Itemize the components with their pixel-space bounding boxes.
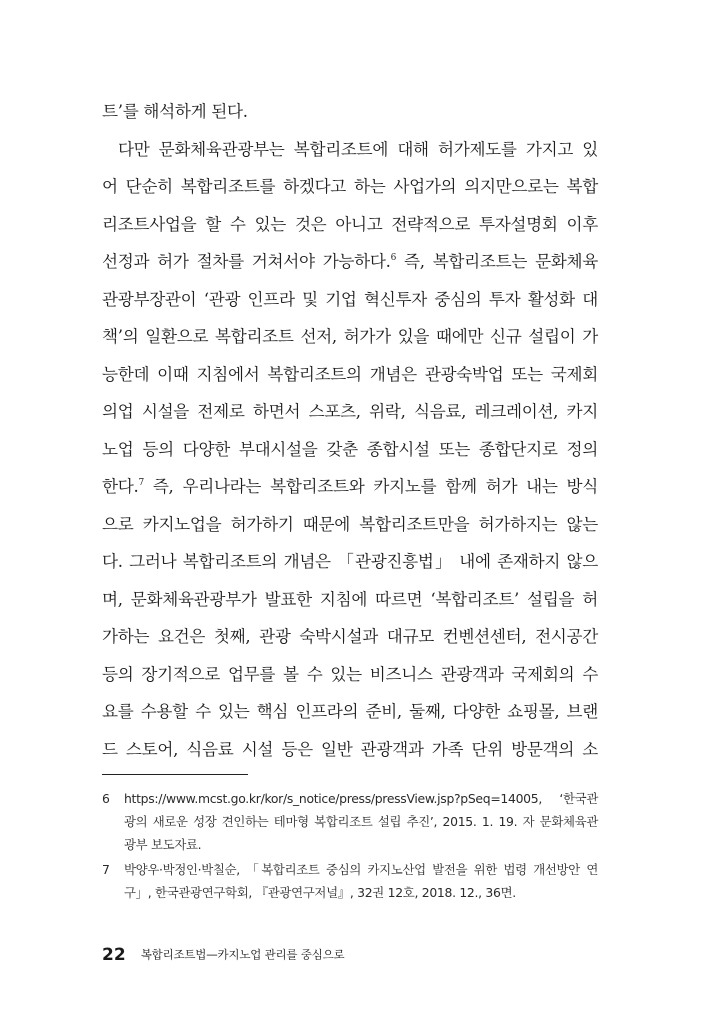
footnote-ref-6[interactable]: 6 xyxy=(390,253,397,263)
body-text-segment: 즉, 우리나라는 복합리조트와 카지노를 함께 허가 내는 방식 xyxy=(143,477,598,496)
footnote-6 xyxy=(102,787,598,856)
footnote-line[interactable]: https://www.mcst.go.kr/kor/s_notice/press/pressView.jsp?pSeq=14005, ‘한국관 xyxy=(124,791,598,806)
footnote-line: 광의 새로운 성장 견인하는 테마형 복합리조트 설립 추진’, 2015. 1. 19. 자 문화체육관 xyxy=(124,814,598,829)
body-line: 어 단순히 복합리조트를 하겠다고 하는 사업가의 의지만으로는 복합 xyxy=(102,177,598,196)
body-line: 의업 시설을 전제로 하면서 스포츠, 위락, 식음료, 레크레이션, 카지 xyxy=(102,402,598,421)
body-line: 관광부장관이 ‘관광 인프라 및 기업 혁신투자 중심의 투자 활성화 대 xyxy=(102,289,598,309)
body-line: 요를 수용할 수 있는 핵심 인프라의 준비, 둘째, 다양한 쇼핑몰, 브랜 xyxy=(102,702,598,721)
body-text-segment: 즉, 복합리조트는 문화체육 xyxy=(396,252,598,271)
footnote-divider xyxy=(102,774,248,775)
footnote-line: 구」, 한국관광연구학회, 『관광연구저널』, 32권 12호, 2018. 12., 36면. xyxy=(124,885,516,900)
body-line xyxy=(102,468,598,506)
running-footer xyxy=(102,944,344,965)
body-line: 다만 문화체육관광부는 복합리조트에 대해 허가제도를 가지고 있 xyxy=(118,139,598,159)
body-text-segment: 선정과 허가 절차를 거쳐서야 가능하다. xyxy=(102,252,391,271)
body-text-segment: 한다. xyxy=(102,477,139,496)
body-line: 능한데 이때 지침에서 복합리조트의 개념은 관광숙박업 또는 국제회 xyxy=(102,364,598,384)
footnote-7 xyxy=(102,858,598,904)
body-line xyxy=(102,243,598,281)
page-number: 22 xyxy=(102,944,126,965)
body-line: 등의 장기적으로 업무를 볼 수 있는 비즈니스 관광객과 국제회의 수 xyxy=(102,664,598,684)
body-line: 으로 카지노업을 허가하기 때문에 복합리조트만을 허가하지는 않는 xyxy=(102,514,598,534)
footnote-line: 박양우·박정인·박칠순, 「복합리조트 중심의 카지노산업 발전을 위한 법령 개선방안 연 xyxy=(124,862,598,877)
footnote-number: 6 xyxy=(102,791,110,806)
body-line: 드 스토어, 식음료 시설 등은 일반 관광객과 가족 단위 방문객의 소 xyxy=(102,739,598,759)
footnote-line: 광부 보도자료. xyxy=(124,837,202,852)
body-line: 며, 문화체육관광부가 발표한 지침에 따르면 ‘복합리조트’ 설립을 허 xyxy=(102,589,598,609)
body-line: 다. 그러나 복합리조트의 개념은 「관광진흥법」 내에 존재하지 않으 xyxy=(102,552,598,571)
book-title: 복합리조트법—카지노업 관리를 중심으로 xyxy=(140,947,345,962)
body-line: 가하는 요건은 첫째, 관광 숙박시설과 대규모 컨벤션센터, 전시공간 xyxy=(102,627,598,646)
footnotes xyxy=(102,787,598,906)
body-line: 노업 등의 다양한 부대시설을 갖춘 종합시설 또는 종합단지로 정의 xyxy=(102,439,598,459)
body-line: 트’를 해석하게 된다. xyxy=(102,102,248,121)
body-line: 책’의 일환으로 복합리조트 선저, 허가가 있을 때에만 신규 설립이 가 xyxy=(102,327,598,346)
body-text xyxy=(102,93,598,768)
footnote-number: 7 xyxy=(102,862,110,877)
body-line: 리조트사업을 할 수 있는 것은 아니고 전략적으로 투자설명회 이후 xyxy=(102,214,598,234)
footnote-ref-7[interactable]: 7 xyxy=(138,478,144,488)
